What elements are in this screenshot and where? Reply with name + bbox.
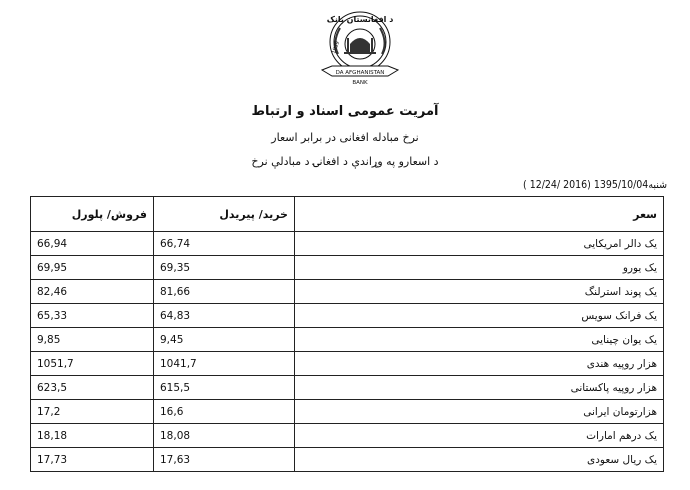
table-row: [31, 376, 664, 400]
sell-rate: 66,94: [31, 232, 154, 256]
svg-text:1939: 1939: [331, 40, 342, 55]
table-header-row: [31, 197, 664, 232]
currency-name: یک پوند استرلنگ: [295, 280, 664, 304]
table-row: [31, 424, 664, 448]
sell-rate: 9,85: [31, 328, 154, 352]
buy-rate: 66,74: [154, 232, 295, 256]
buy-rate: 9,45: [154, 328, 295, 352]
sell-rate: 623,5: [31, 376, 154, 400]
buy-rate: 64,83: [154, 304, 295, 328]
table-row: [31, 304, 664, 328]
table-row: [31, 232, 664, 256]
page-title: آمریت عمومی اسناد و ارتباط: [251, 104, 439, 119]
table-row: [31, 280, 664, 304]
da-afghanistan-bank-seal-icon: [310, 8, 410, 90]
currency-name: یک یورو: [295, 256, 664, 280]
buy-rate: 16,6: [154, 400, 295, 424]
sell-rate: 1051,7: [31, 352, 154, 376]
sell-rate: 65,33: [31, 304, 154, 328]
sell-rate: 69,95: [31, 256, 154, 280]
buy-rate: 81,66: [154, 280, 295, 304]
currency-name: هزارتومان ایرانی: [295, 400, 664, 424]
sell-rate: 17,73: [31, 448, 154, 472]
buy-rate: 615,5: [154, 376, 295, 400]
table-row: [31, 328, 664, 352]
sell-rate: 17,2: [31, 400, 154, 424]
buy-rate: 69,35: [154, 256, 295, 280]
buy-rate: 17,63: [154, 448, 295, 472]
currency-name: یک یوان چینایی: [295, 328, 664, 352]
header-buy: خرید/ پیریدل: [154, 197, 295, 232]
currency-name: هزار روپیه پاکستانی: [295, 376, 664, 400]
buy-rate: 18,08: [154, 424, 295, 448]
table-row: [31, 400, 664, 424]
exchange-rate-table: [30, 196, 664, 472]
currency-name: یک دالر امریکایی: [295, 232, 664, 256]
subtitle-pashto: د اسعارو په وړاندې د افغانۍ د مبادلې نرخ: [251, 155, 439, 168]
svg-text:د افغانستان بانک: د افغانستان بانک: [326, 15, 394, 24]
table-row: [31, 448, 664, 472]
table-row: [31, 352, 664, 376]
header-currency: سعر: [295, 197, 664, 232]
sell-rate: 18,18: [31, 424, 154, 448]
currency-name: یک درهم امارات: [295, 424, 664, 448]
buy-rate: 1041,7: [154, 352, 295, 376]
subtitle-dari: نرخ مبادله افغانی در برابر اسعار: [271, 131, 419, 144]
sell-rate: 82,46: [31, 280, 154, 304]
svg-text:DA AFGHANISTAN: DA AFGHANISTAN: [335, 70, 385, 76]
currency-name: یک ریال سعودی: [295, 448, 664, 472]
table-row: [31, 256, 664, 280]
date-line: شنبه1395/10/04 (2016 /12/24 ): [523, 179, 667, 191]
currency-name: یک فرانک سویس: [295, 304, 664, 328]
header-sell: فروش/ پلورل: [31, 197, 154, 232]
svg-text:BANK: BANK: [352, 80, 368, 86]
currency-name: هزار روپیه هندی: [295, 352, 664, 376]
